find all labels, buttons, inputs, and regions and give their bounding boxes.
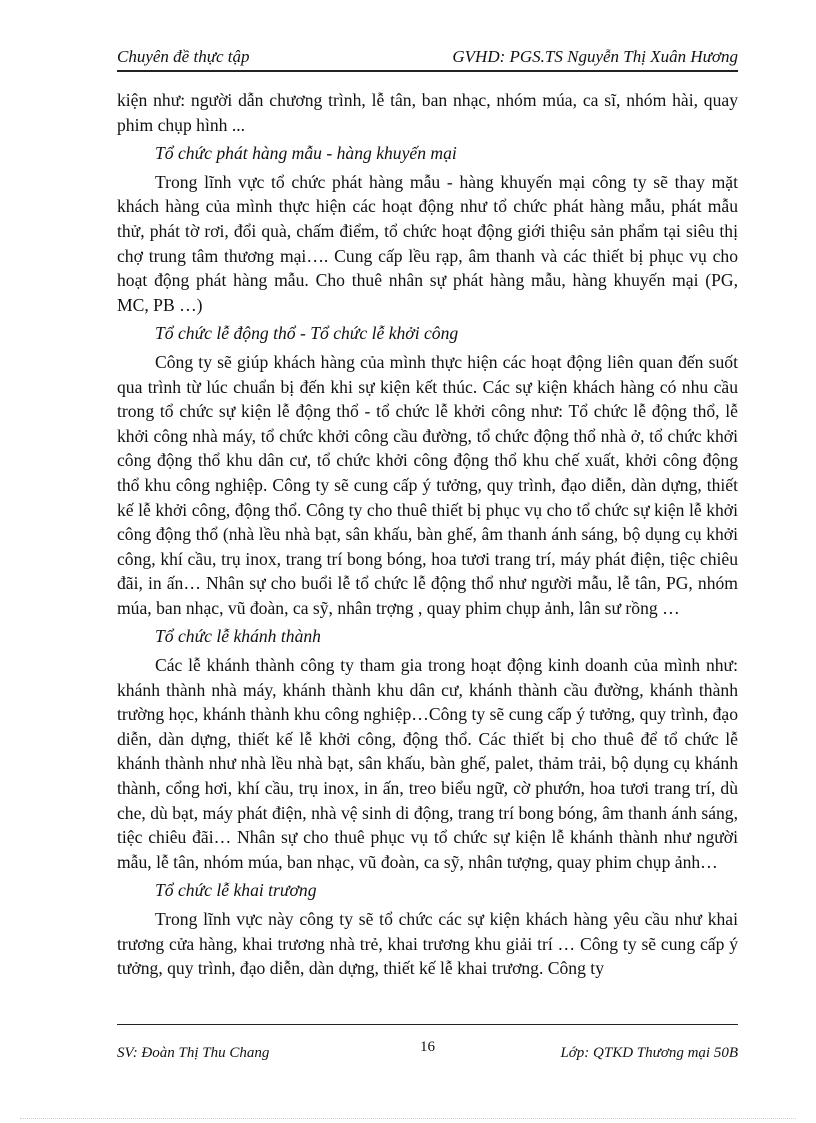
- footer-class: Lớp: QTKD Thương mại 50B: [560, 1045, 738, 1061]
- header-course-title: Chuyên đề thực tập: [117, 47, 250, 66]
- page-header: [117, 44, 738, 72]
- section-heading-sample-distribution: Tổ chức phát hàng mẫu - hàng khuyến mại: [155, 143, 457, 164]
- intro-paragraph: kiện như: người dẫn chương trình, lễ tân, ban nhạc, nhóm múa, ca sĩ, nhóm hài, quay phim chụp hình ...: [117, 90, 738, 135]
- footer-divider: [117, 1024, 738, 1025]
- page-number: 16: [420, 1039, 435, 1055]
- paragraph-opening: Trong lĩnh vực này công ty sẽ tổ chức các sự kiện khách hàng yêu cầu như khai trương cửa hàng, khai trương nhà trẻ, khai trương khu giải trí … Công ty sẽ cung cấp ý tưởng, quy trình, đạo diễn, dàn dựng, thiết kế lễ khai trương. Công ty: [117, 909, 738, 979]
- paragraph-groundbreaking: Công ty sẽ giúp khách hàng của mình thực hiện các hoạt động liên quan đến suốt qua trình từ lúc chuẩn bị đến khi sự kiện kết thúc. Các sự kiện khách hàng có nhu cầu trong tổ chức sự kiện lễ động thổ - tổ chức lễ khởi công như: Tổ chức lễ động thổ, lễ khởi công nhà máy, tổ chức khởi công cầu đường, tổ chức động thổ nhà ở, tổ chức khởi công động thổ khu dân cư, tổ chức khởi công động thổ khu chế xuất, khởi công động thổ khu công nghiệp. Công ty sẽ cung cấp ý tưởng, quy trình, đạo diễn, dàn dựng, thiết kế lễ khởi công, động thổ. Công ty cho thuê thiết bị phục vụ cho tổ chức sự kiện lễ khởi công động thổ (nhà lều nhà bạt, sân khấu, bàn ghế, âm thanh ánh sáng, bộ dụng cụ khởi công, khí cầu, trụ inox, trang trí bong bóng, hoa tươi trang trí, máy phát điện, tiệc chiêu đãi, in ấn… Nhân sự cho buổi lễ tổ chức lễ động thổ như người mẫu, lễ tân, PG, nhóm múa, ban nhạc, vũ đoàn, ca sỹ, nhân trợng , quay phim chụp ảnh, lân sư rồng …: [117, 351, 738, 618]
- paragraph-inauguration: Các lễ khánh thành công ty tham gia trong hoạt động kinh doanh của mình như: khánh thành nhà máy, khánh thành khu dân cư, khánh thành cầu đường, khánh thành trường học, khánh thành khu công nghiệp…Công ty sẽ cung cấp ý tưởng, quy trình, đạo diễn, dàn dựng, thiết kế lễ khởi công, động thổ. Các thiết bị cho thuê để tổ chức lễ khánh thành như nhà lều nhà bạt, sân khấu, bàn ghế, palet, thảm trải, bộ dụng cụ khánh thành, cổng hơi, khí cầu, trụ inox, in ấn, treo biểu ngữ, cờ phướn, hoa tươi trang trí, dù che, dù bạt, máy phát điện, nhà vệ sinh di động, trang trí bong bóng, âm thanh ánh sáng, tiệc chiêu đãi… Nhân sự cho thuê phục vụ tổ chức sự kiện lễ khánh thành như người mẫu, lễ tân, nhóm múa, ban nhạc, vũ đoàn, ca sỹ, nhân tượng, quay phim chụp ảnh…: [117, 655, 738, 872]
- header-advisor: GVHD: PGS.TS Nguyễn Thị Xuân Hương: [452, 47, 738, 66]
- footer-student: SV: Đoàn Thị Thu Chang: [117, 1045, 270, 1061]
- section-heading-groundbreaking: Tổ chức lễ động thổ - Tổ chức lễ khởi công: [155, 323, 459, 344]
- section-heading-inauguration: Tổ chức lễ khánh thành: [155, 626, 321, 647]
- document-body: [117, 88, 738, 981]
- paragraph-sample-distribution: Trong lĩnh vực tổ chức phát hàng mẫu - hàng khuyến mại công ty sẽ thay mặt khách hàng của mình thực hiện các hoạt động như tổ chức phát hàng mẫu, phát mẫu thử, phát tờ rơi, đổi quà, chấm điểm, tổ chức hoạt động giới thiệu sản phẩm tại siêu thị chợ trung tâm thương mại…. Cung cấp lều rạp, âm thanh và các thiết bị phục vụ cho hoạt động phát hàng mẫu. Cho thuê nhân sự phát hàng mẫu, hàng khuyến mại (PG, MC, PB …): [117, 171, 738, 315]
- section-heading-opening: Tổ chức lễ khai trương: [155, 880, 317, 901]
- page-edge-divider: [20, 1118, 796, 1119]
